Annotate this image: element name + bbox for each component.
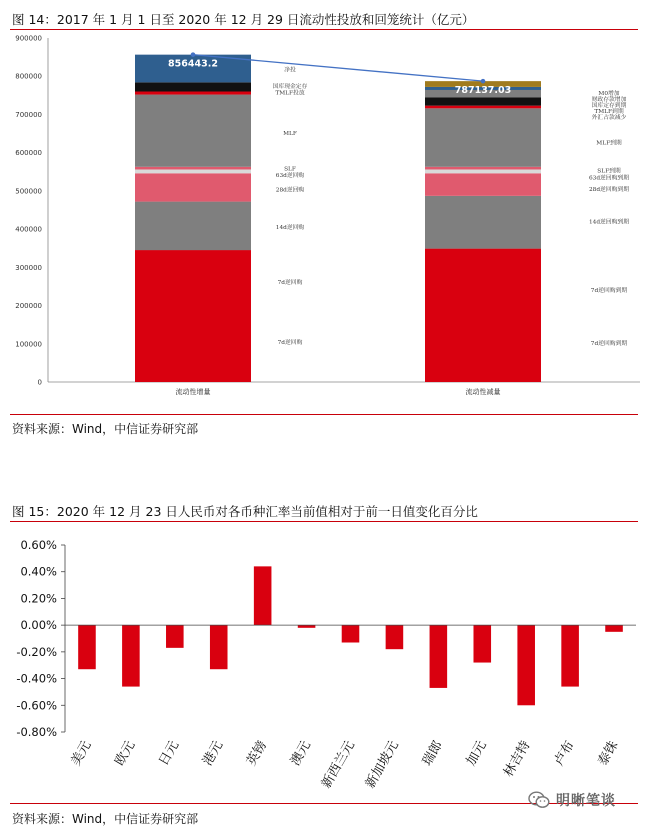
x-tick-label: 泰铢 — [595, 738, 622, 769]
x-tick-label: 港元 — [200, 738, 227, 769]
watermark — [528, 790, 616, 810]
bar-segment — [425, 169, 541, 173]
bar-segment — [135, 173, 251, 201]
x-tick-label: 林吉特 — [501, 738, 534, 780]
liquidity-stacked-bar-chart — [0, 30, 656, 420]
total-value-label: 787137.03 — [454, 85, 512, 97]
segment-label: SLF到期 — [597, 168, 621, 175]
y-tick-label: -0.60% — [16, 698, 57, 713]
y-tick-label: -0.20% — [16, 644, 57, 659]
figure15-source: 资料来源：Wind，中信证券研究部 — [12, 812, 199, 826]
segment-label: 28d逆回购 — [275, 187, 305, 194]
segment-label: 净投 — [284, 67, 296, 74]
watermark-text: 明晰笔谈 — [556, 793, 616, 809]
segment-label: 14d逆回购 — [275, 225, 305, 232]
bar-segment — [135, 250, 251, 382]
segment-label: 财政存款增加 — [591, 97, 627, 104]
bar-segment — [135, 167, 251, 170]
y-tick-label: 700000 — [15, 110, 42, 119]
figure14-bottom-rule — [10, 414, 638, 415]
y-tick-label: -0.80% — [16, 725, 57, 739]
bar — [254, 566, 272, 625]
segment-label: 7d逆回购到期 — [590, 341, 628, 348]
bar-segment — [425, 173, 541, 196]
bar — [342, 625, 360, 642]
bar-segment — [135, 82, 251, 91]
x-tick-label: 流动性减量 — [465, 388, 501, 396]
x-tick-label: 美元 — [68, 738, 95, 769]
figure14-title: 图 14：2017 年 1 月 1 日至 2020 年 12 月 29 日流动性投放和回笼统计（亿元） — [12, 12, 475, 27]
segment-label: 国库现金定存 — [272, 84, 308, 91]
y-tick-label: 900000 — [15, 34, 42, 43]
total-point — [191, 52, 196, 57]
x-tick-label: 欧元 — [112, 738, 139, 769]
bar-segment — [135, 169, 251, 173]
bar-segment — [135, 95, 251, 167]
wechat-icon — [528, 791, 550, 809]
segment-label: TMLF投放 — [275, 90, 305, 97]
segment-label: TMLF到期 — [594, 109, 624, 116]
segment-label: 28d逆回购到期 — [588, 186, 630, 193]
bar — [386, 625, 404, 649]
bar — [298, 625, 316, 628]
y-tick-label: 0.20% — [20, 591, 57, 606]
bar — [166, 625, 184, 648]
bar-segment — [425, 167, 541, 170]
segment-label: 7d逆回购 — [277, 339, 303, 346]
segment-label: M0增加 — [598, 91, 620, 98]
figure15-title: 图 15：2020 年 12 月 23 日人民币对各币种汇率当前值相对于前一日值变化百分比 — [12, 504, 478, 519]
bar — [78, 625, 96, 669]
bar-segment — [425, 108, 541, 166]
segment-label: MLF到期 — [596, 140, 622, 147]
total-point — [481, 79, 486, 84]
x-tick-label: 英镑 — [244, 738, 271, 769]
segment-label: 7d逆回购 — [277, 279, 303, 286]
bar — [122, 625, 140, 686]
x-tick-label: 澳元 — [288, 738, 315, 769]
bar-segment — [135, 202, 251, 251]
y-tick-label: 100000 — [15, 340, 42, 349]
y-tick-label: 0 — [37, 378, 42, 387]
x-tick-label: 流动性增量 — [175, 388, 211, 396]
y-tick-label: 600000 — [15, 149, 42, 158]
x-tick-label: 日元 — [156, 738, 183, 769]
segment-label: 63d逆回购到期 — [588, 175, 630, 182]
x-tick-label: 新加坡元 — [362, 738, 402, 792]
bar-segment — [425, 97, 541, 105]
x-tick-label: 瑞郎 — [419, 738, 446, 769]
bar-segment — [425, 249, 541, 382]
bar — [473, 625, 491, 662]
segment-label: MLF — [283, 130, 297, 137]
y-tick-label: 800000 — [15, 72, 42, 81]
x-tick-label: 新西兰元 — [318, 738, 358, 792]
bar-segment — [135, 92, 251, 95]
y-tick-label: 0.40% — [20, 564, 57, 579]
bar — [210, 625, 228, 669]
y-tick-label: 300000 — [15, 263, 42, 272]
bar-segment — [425, 196, 541, 249]
fx-change-bar-chart — [0, 522, 656, 802]
bar-segment — [425, 106, 541, 109]
segment-label: SLF — [284, 166, 296, 173]
segment-label: 外汇占款减少 — [591, 115, 627, 122]
y-tick-label: 200000 — [15, 302, 42, 311]
x-tick-label: 加元 — [463, 738, 490, 769]
segment-label: 14d逆回购到期 — [588, 219, 630, 226]
bar — [430, 625, 448, 688]
total-value-label: 856443.2 — [168, 58, 218, 70]
bar — [517, 625, 535, 705]
y-tick-label: 0.00% — [20, 618, 57, 633]
y-tick-label: 500000 — [15, 187, 42, 196]
segment-label: 63d逆回购 — [275, 172, 305, 179]
x-tick-label: 卢布 — [551, 738, 578, 769]
y-tick-label: -0.40% — [16, 671, 57, 686]
figure14-source: 资料来源：Wind，中信证券研究部 — [12, 422, 199, 436]
segment-label: 国库定存到期 — [591, 102, 627, 109]
bar — [561, 625, 579, 686]
segment-label: 7d逆回购到期 — [590, 287, 628, 294]
bar — [605, 625, 623, 632]
y-tick-label: 0.60% — [20, 538, 57, 552]
y-tick-label: 400000 — [15, 225, 42, 234]
